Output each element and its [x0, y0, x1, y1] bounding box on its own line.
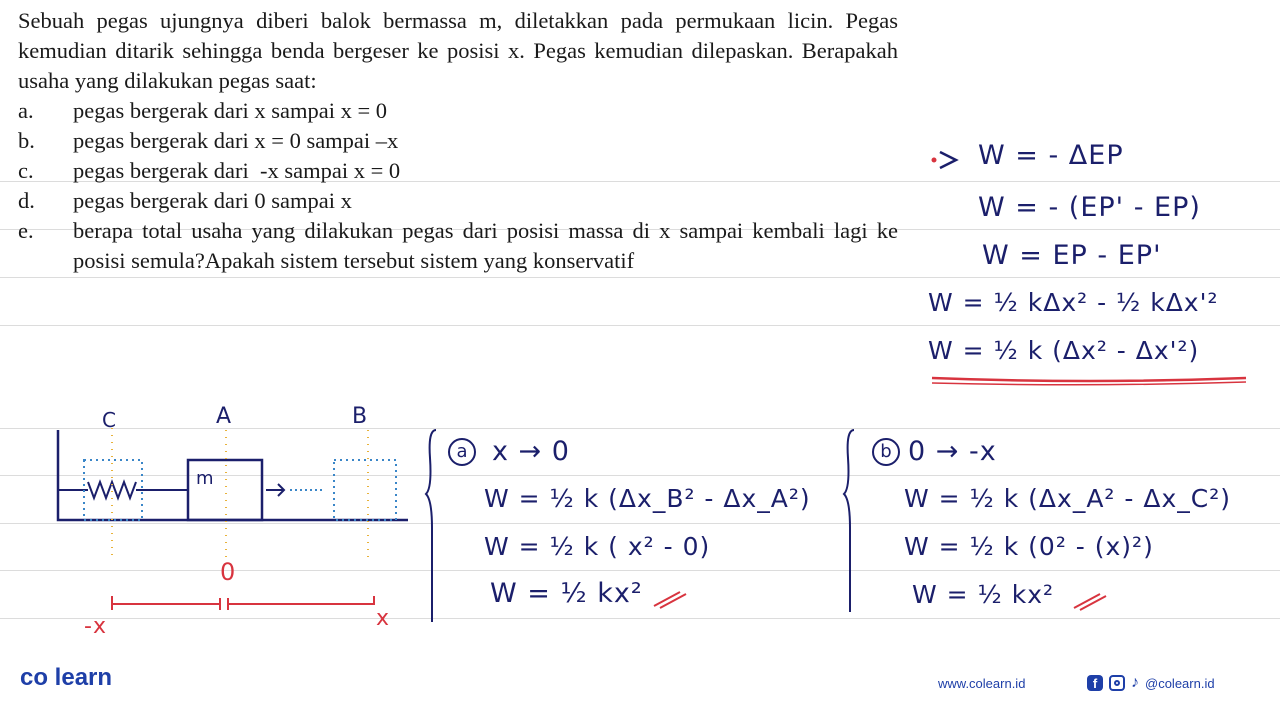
part-b-circle: [872, 438, 900, 466]
problem-intro: Sebuah pegas ujungnya diberi balok bermassa m, diletakkan pada permukaan licin. Pegas kemudian ditarik sehingga benda bergeser ke posisi x. Pegas kemudian dilepaskan. Berapakah usaha yang dilakukan pegas saat:: [18, 8, 898, 93]
derivation-line-2: W = - (EP' - EP): [978, 192, 1201, 223]
diagram-pos-x-label: x: [376, 606, 391, 631]
diagram-mass-label: m: [196, 468, 215, 489]
part-b-circle-label: b: [880, 441, 892, 462]
facebook-icon: f: [1087, 675, 1103, 691]
spring-mass-diagram: [40, 410, 420, 635]
part-a-line-1: W = ½ k (Δx_B² - Δx_A²): [484, 484, 811, 513]
answer-underline: [930, 374, 1250, 386]
option-text: pegas bergerak dari x sampai x = 0: [73, 98, 388, 123]
ruled-line: [0, 277, 1280, 278]
diagram-label-c: C: [102, 408, 117, 432]
footer-website: www.colearn.id: [938, 676, 1026, 691]
part-b-line-2: W = ½ k (0² - (x)²): [904, 532, 1154, 561]
footer-handle: @colearn.id: [1145, 675, 1215, 691]
derivation-line-5: W = ½ k (Δx² - Δx'²): [928, 336, 1200, 365]
part-a-circle: [448, 438, 476, 466]
part-a-line-3: W = ½ kx²: [490, 578, 643, 609]
option-text: pegas bergerak dari 0 sampai x: [73, 188, 352, 213]
option-d: [18, 186, 898, 216]
diagram-neg-x-label: -x: [84, 614, 107, 639]
diagram-label-a: A: [216, 404, 233, 429]
derivation-line-1: W = - ΔEP: [978, 140, 1124, 171]
instagram-icon: [1109, 675, 1125, 691]
problem-statement: [18, 6, 898, 276]
option-a: [18, 96, 898, 126]
option-label: e.: [18, 218, 34, 243]
option-e: [18, 216, 898, 276]
part-b-brace: [842, 428, 858, 624]
part-a-circle-label: a: [456, 441, 468, 462]
option-label: a.: [18, 98, 34, 123]
part-b-header: 0 → -x: [908, 436, 997, 467]
option-c: [18, 156, 898, 186]
part-a-line-2: W = ½ k ( x² - 0): [484, 532, 711, 561]
part-a-done-mark: [650, 588, 690, 610]
option-text: berapa total usaha yang dilakukan pegas dari posisi massa di x sampai kembali lagi ke posisi semula?Apakah sistem tersebut sistem yang konservatif: [73, 218, 898, 273]
ruled-line: [0, 325, 1280, 326]
part-a-header: x → 0: [492, 436, 570, 467]
derivation-line-3: W = EP - EP': [982, 240, 1162, 271]
derivation-arrow-icon: [928, 146, 964, 174]
diagram-label-b: B: [352, 404, 369, 429]
option-text: pegas bergerak dari -x sampai x = 0: [73, 158, 401, 183]
part-b-line-3: W = ½ kx²: [912, 580, 1055, 609]
option-b: [18, 126, 898, 156]
footer-social: [1087, 674, 1215, 692]
option-label: d.: [18, 188, 35, 213]
option-label: b.: [18, 128, 35, 153]
option-text: pegas bergerak dari x = 0 sampai –x: [73, 128, 399, 153]
part-a-brace: [424, 428, 440, 624]
part-b-done-mark: [1070, 590, 1110, 612]
option-label: c.: [18, 158, 34, 183]
colearn-logo: co learn: [20, 664, 113, 691]
part-b-line-1: W = ½ k (Δx_A² - Δx_C²): [904, 484, 1231, 513]
derivation-line-4: W = ½ kΔx² - ½ kΔx'²: [928, 288, 1219, 317]
diagram-origin-label: 0: [220, 558, 237, 586]
tiktok-icon: ♪: [1131, 674, 1139, 691]
